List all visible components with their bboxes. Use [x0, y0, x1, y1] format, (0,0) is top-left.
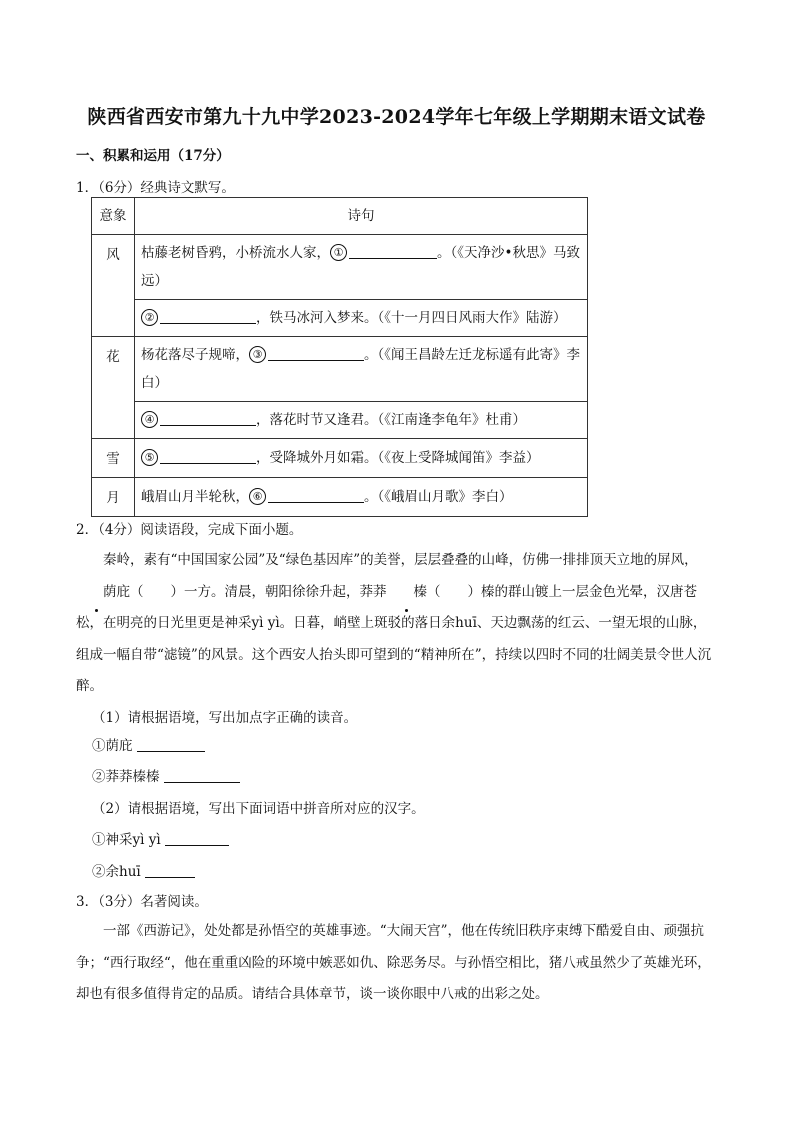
dotted-character: 榛	[387, 577, 428, 609]
question-2-stem: 2．（4分）阅读语段，完成下面小题。	[76, 522, 303, 538]
table-header-row	[92, 198, 588, 235]
question-1-stem: 1．（6分）经典诗文默写。	[76, 180, 235, 196]
answer-blank[interactable]	[164, 768, 240, 783]
line-source: 。（《天净沙•秋思》马致远）	[141, 245, 580, 289]
blank-number: ②	[141, 309, 158, 326]
answer-blank[interactable]	[160, 309, 256, 324]
line-source: 。（《峨眉山月歌》李白）	[364, 489, 513, 505]
line-text: 枯藤老树昏鸦，小桥流水人家，	[141, 245, 330, 261]
line-source: 。（《闻王昌龄左迁龙标遥有此寄》李白）	[141, 347, 580, 391]
line-source: ，受降城外月如霜。（《夜上受降城闻笛》李益）	[256, 450, 540, 466]
subquestion-2: （2）请根据语境，写出下面词语中拼音所对应的汉字。	[92, 801, 425, 817]
subquestion-1: （1）请根据语境，写出加点字正确的读音。	[92, 710, 358, 726]
blank-number: ④	[141, 411, 158, 428]
exam-title: 陕西省西安市第九十九中学2023-2024学年七年级上学期期末语文试卷	[87, 106, 706, 128]
line-text: 杨花落尽子规啼，	[141, 347, 249, 363]
blank-number: ⑤	[141, 449, 158, 466]
subquestion-item	[92, 828, 229, 848]
image-cell: 雪	[92, 439, 135, 478]
table-row	[92, 235, 588, 300]
item-label: ②余huī	[92, 864, 141, 880]
answer-blank[interactable]	[165, 831, 229, 846]
line-cell	[135, 337, 588, 402]
image-cell: 风	[92, 235, 135, 337]
line-text: 峨眉山月半轮秋，	[141, 489, 249, 505]
line-cell	[135, 235, 588, 300]
line-cell	[135, 402, 588, 439]
subquestion-item	[92, 765, 240, 785]
blank-number: ⑥	[249, 488, 266, 505]
passage-text: （ ）榛的群山镀上一层金色光晕，汉唐苍松，在明亮的日光里更是神采yì yì。日暮，峭壁上斑驳的落日余huī、天边飘荡的红云、一望无垠的山脉，组成一幅自带“滤镜”的风景。这个西安人抬头即可望到的“精神所在”，持续以四时不同的壮阔美景令世人沉醉。	[76, 583, 712, 694]
subquestion-item	[92, 734, 205, 754]
passage-paragraph	[76, 545, 716, 703]
table-row	[92, 478, 588, 517]
item-label: ①荫庇	[92, 738, 133, 754]
answer-blank[interactable]	[137, 737, 205, 752]
image-cell: 月	[92, 478, 135, 517]
table-row	[92, 337, 588, 402]
answer-blank[interactable]	[160, 449, 256, 464]
blank-number: ①	[330, 244, 347, 261]
question-3-stem: 3．（3分）名著阅读。	[76, 894, 208, 910]
item-label: ②莽莽榛榛	[92, 769, 160, 785]
answer-blank[interactable]	[145, 863, 195, 878]
dotted-character: 荫	[76, 577, 117, 609]
passage-text: 庇（ ）一方。清晨，朝阳徐徐升起，莽莽	[116, 583, 387, 600]
poetry-recitation-table	[91, 197, 588, 517]
line-cell	[135, 478, 588, 517]
blank-number: ③	[249, 346, 266, 363]
line-cell	[135, 300, 588, 337]
table-row	[92, 300, 588, 337]
answer-blank[interactable]	[160, 411, 256, 426]
question-3-paragraph: 一部《西游记》，处处都是孙悟空的英雄事迹。“大闹天宫”，他在传统旧秩序束缚下酷爱自由、顽强抗争；“西行取经“，他在重重凶险的环境中嫉恶如仇、除恶务尽。与孙悟空相比，猪八戒虽然少了英雄光环，却也有很多值得肯定的品质。请结合具体章节，谈一谈你眼中八戒的出彩之处。	[76, 923, 711, 1002]
line-cell	[135, 439, 588, 478]
answer-blank[interactable]	[349, 244, 437, 259]
item-label: ①神采yì yì	[92, 832, 161, 848]
table-row	[92, 402, 588, 439]
section-heading: 一、积累和运用（17分）	[76, 148, 230, 164]
table-row	[92, 439, 588, 478]
passage-text: 秦岭，素有“中国国家公园”及“绿色基因库”的美誉，层层叠叠的山峰，仿佛一排排顶天立地的屏风，	[103, 552, 698, 568]
answer-blank[interactable]	[268, 346, 364, 361]
answer-blank[interactable]	[268, 488, 364, 503]
subquestion-item	[92, 860, 195, 880]
line-source: ，落花时节又逢君。（《江南逢李龟年》杜甫）	[256, 412, 526, 428]
line-source: ，铁马冰河入梦来。（《十一月四日风雨大作》陆游）	[256, 310, 567, 326]
header-image: 意象	[92, 198, 135, 235]
header-lines: 诗句	[135, 198, 588, 235]
image-cell: 花	[92, 337, 135, 439]
